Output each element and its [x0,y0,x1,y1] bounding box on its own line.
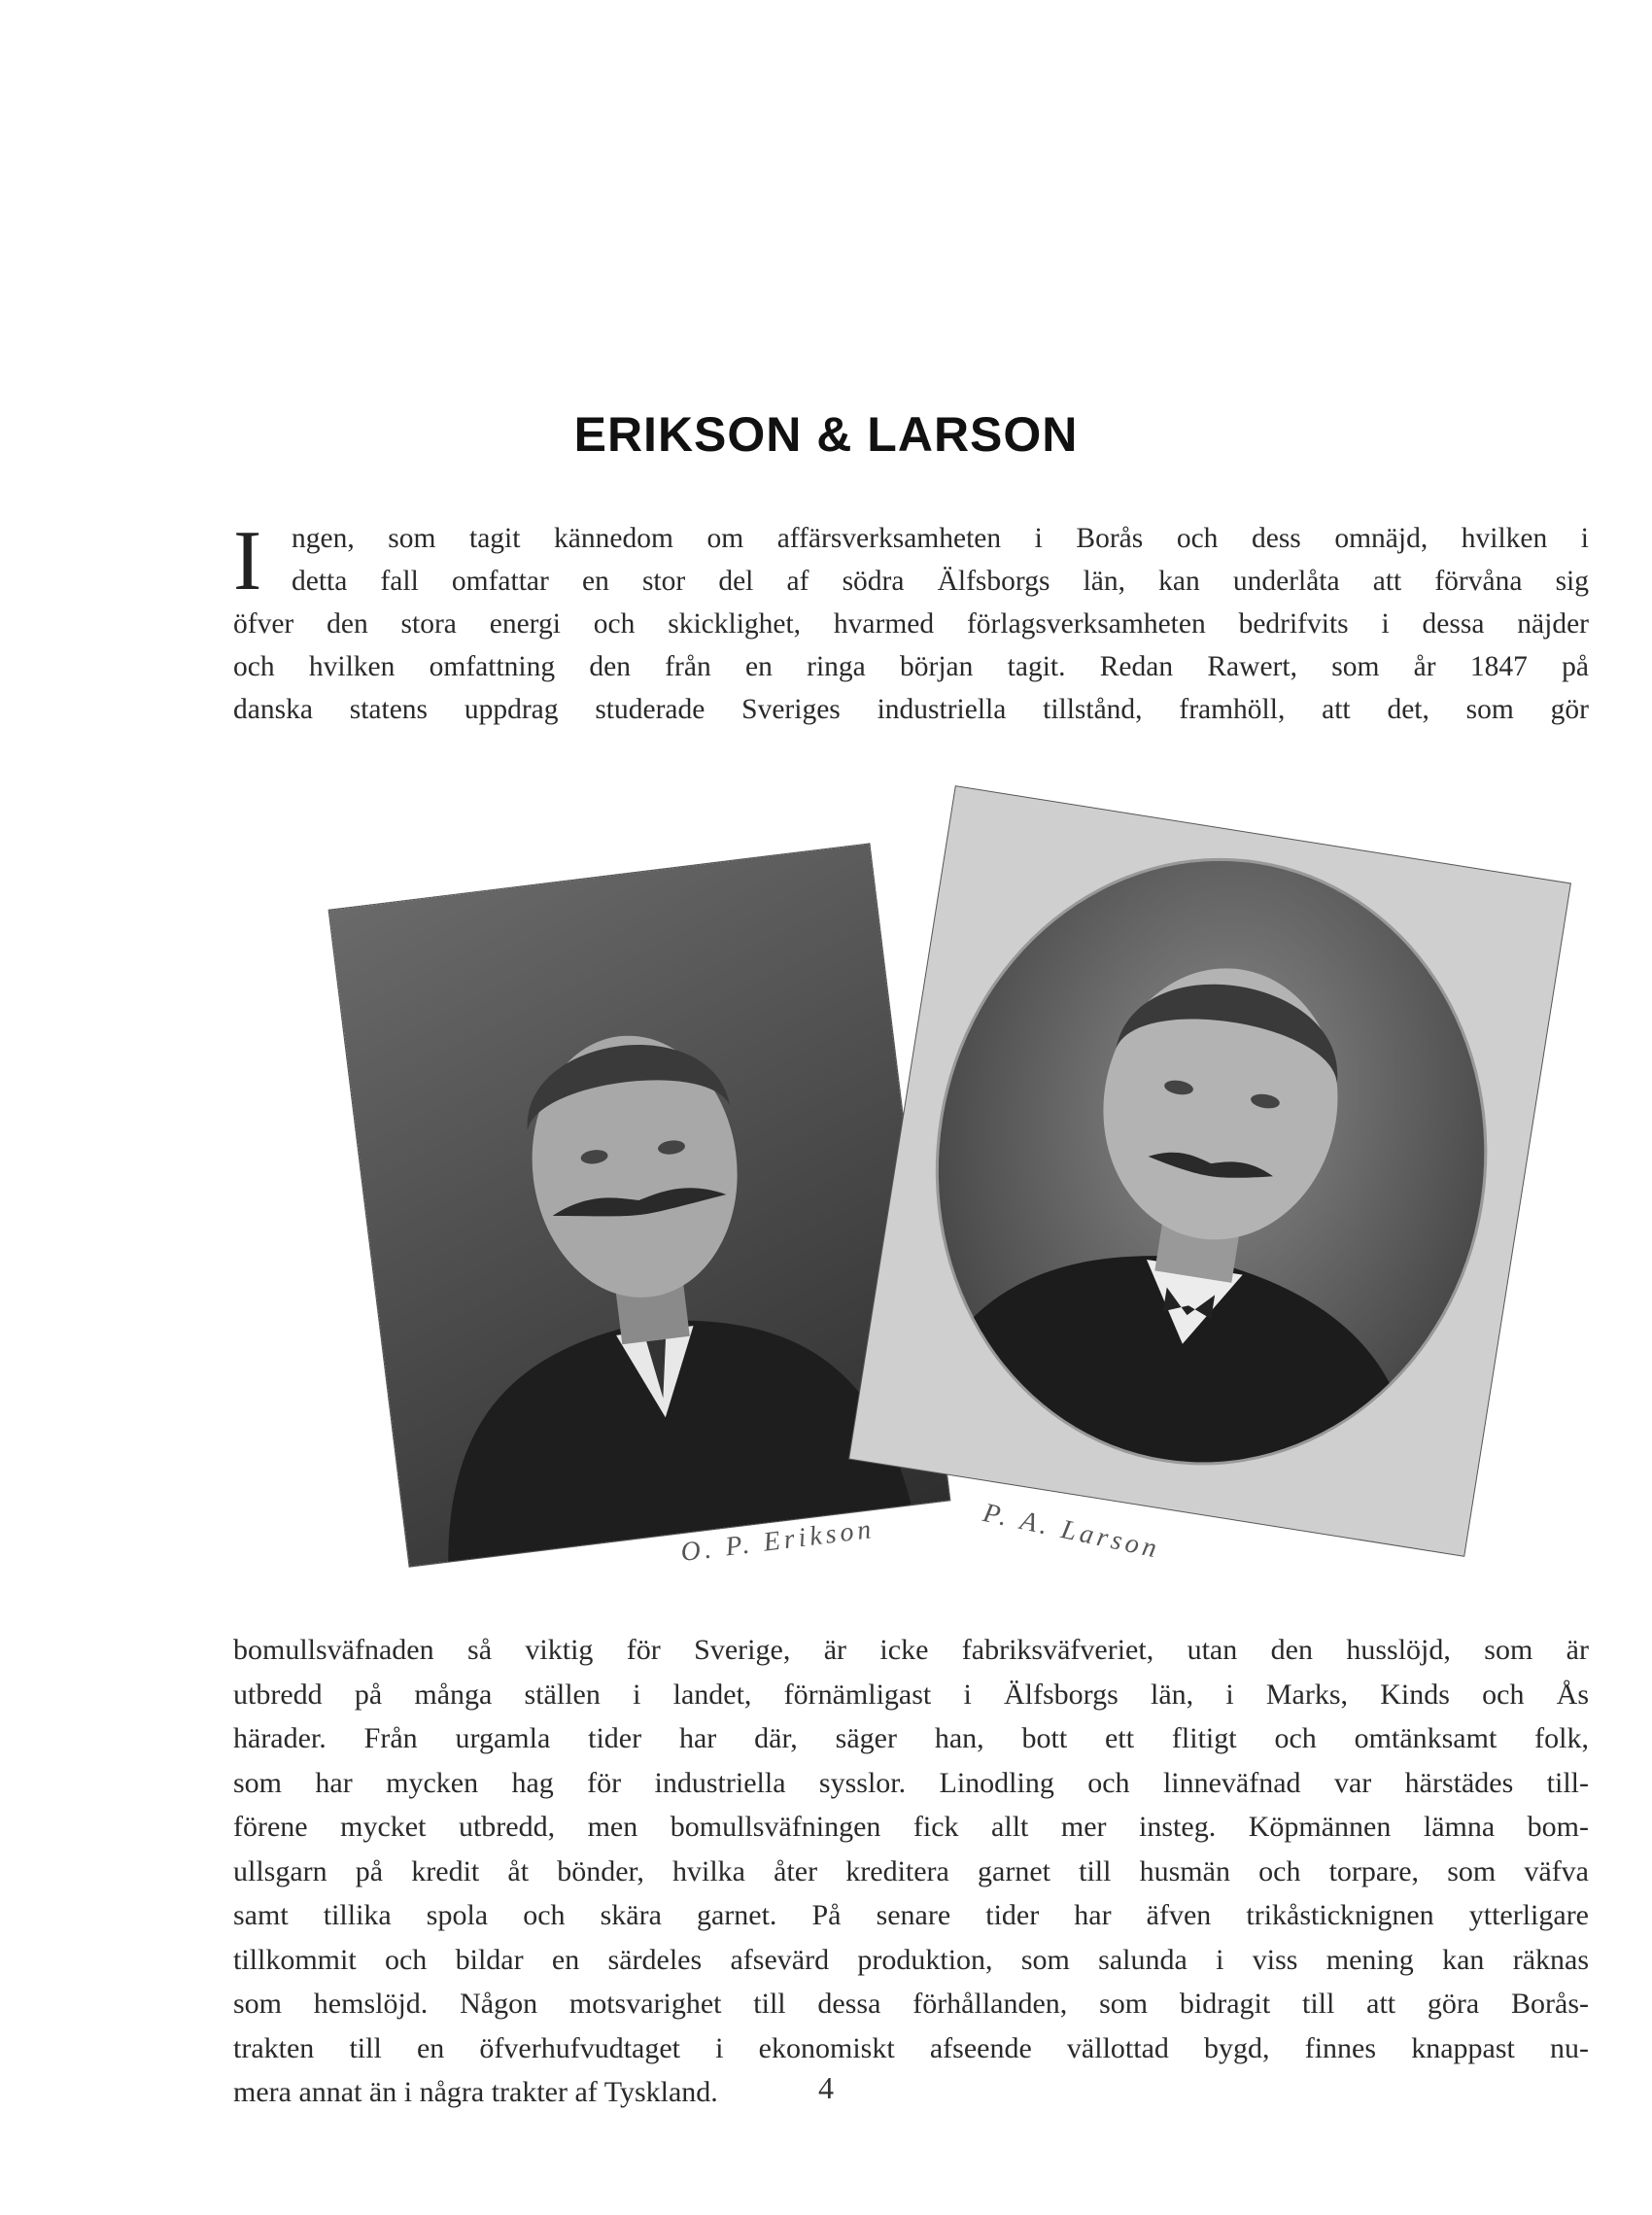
caption-larson: P. A. Larson [980,1498,1163,1565]
paragraph-line: mera annat än i några trakter af Tyskland. [233,2076,718,2108]
portrait-larson [849,786,1570,1555]
paragraph-line: detta fall omfattar en stor del af södra Älfsborgs län, kan underlåta att förvåna sig [292,566,1589,597]
paragraph-line: utbredd på många ställen i landet, förnämligast i Älfsborgs län, i Marks, Kinds och Ås [233,1678,1589,1711]
paragraph-line: och hvilken omfattning den från en ringa början tagit. Redan Rawert, som år 1847 på [233,651,1589,682]
paragraph-line: förene mycket utbredd, men bomullsväfningen fick allt mer insteg. Köpmännen lämna bom- [233,1811,1589,1843]
body-paragraph [233,1628,1589,2115]
page-title: ERIKSON & LARSON [573,407,1079,462]
paragraph-line: öfver den stora energi och skicklighet, hvarmed förlagsverksamheten bedrifvits i dessa näjder [233,608,1589,640]
page-number: 4 [818,2070,834,2105]
portrait-larson-figure [896,821,1528,1502]
paragraph-line: härader. Från urgamla tider har där, säger han, bott ett flitigt och omtänksamt folk, [233,1722,1589,1754]
paragraph-line: ngen, som tagit kännedom om affärsverksamheten i Borås och dess omnäjd, hvilken i [292,523,1589,554]
caption-erikson: O. P. Erikson [678,1513,877,1569]
paragraph-line: som har mycken hag för industriella sysslor. Linodling och linneväfnad var härstädes till- [233,1766,1589,1799]
portrait-larson-oval-frame [896,821,1528,1502]
intro-paragraph [233,514,1589,731]
paragraph-line: danska statens uppdrag studerade Sveriges industriella tillstånd, framhöll, att det, som gör [233,694,1589,725]
paragraph-line: som hemslöjd. Någon motsvarighet till dessa förhållanden, som bidragit till att göra Borås- [233,1988,1589,2020]
paragraph-line: trakten till en öfverhufvudtaget i ekonomiskt afseende vällottad bygd, finnes knappast nu- [233,2031,1589,2064]
paragraph-line: ullsgarn på kredit åt bönder, hvilka åter kreditera garnet till husmän och torpare, som väfva [233,1854,1589,1887]
paragraph-line: bomullsväfnaden så viktig för Sverige, är icke fabriksväfveriet, utan den husslöjd, som är [233,1634,1589,1666]
drop-cap: I [233,514,262,608]
paragraph-line: tillkommit och bildar en särdeles afsevärd produktion, som salunda i viss mening kan räknas [233,1943,1589,1976]
paragraph-line: samt tillika spola och skära garnet. På senare tider har äfven trikåsticknignen ytterligare [233,1899,1589,1931]
